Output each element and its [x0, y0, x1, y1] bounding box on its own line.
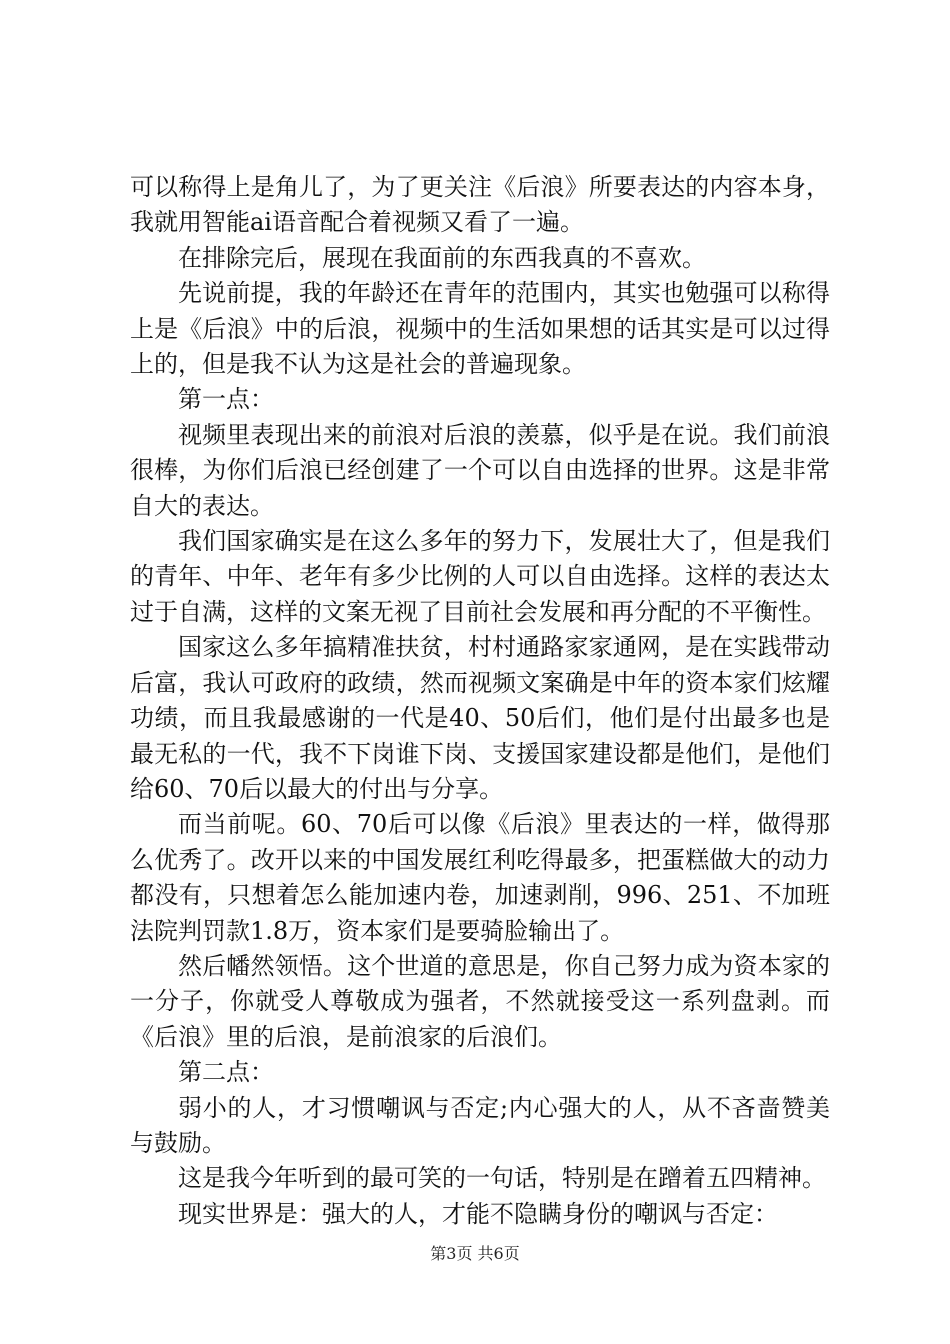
- document-body: [130, 170, 830, 1232]
- paragraph: 可以称得上是角儿了，为了更关注《后浪》所要表达的内容本身，我就用智能ai语音配合着视频又看了一遍。: [130, 173, 830, 237]
- section-heading: 第二点：: [178, 1058, 274, 1087]
- paragraph: 视频里表现出来的前浪对后浪的羡慕，似乎是在说。我们前浪很棒，为你们后浪已经创建了一个可以自由选择的世界。这是非常自大的表达。: [130, 420, 830, 520]
- page-number-footer: 第3页 共6页: [430, 1244, 520, 1263]
- paragraph: 国家这么多年搞精准扶贫，村村通路家家通网，是在实践带动后富，我认可政府的政绩，然而视频文案确是中年的资本家们炫耀功绩，而且我最感谢的一代是40、50后们，他们是付出最多也是最无私的一代，我不下岗谁下岗、支援国家建设都是他们，是他们给60、70后以最大的付出与分享。: [130, 633, 830, 803]
- paragraph: 先说前提，我的年龄还在青年的范围内，其实也勉强可以称得上是《后浪》中的后浪，视频中的生活如果想的话其实是可以过得上的，但是我不认为这是社会的普遍现象。: [130, 279, 830, 379]
- paragraph: 这是我今年听到的最可笑的一句话，特别是在蹭着五四精神。: [178, 1164, 826, 1193]
- paragraph: 在排除完后，展现在我面前的东西我真的不喜欢。: [178, 243, 706, 272]
- section-heading: 第一点：: [178, 385, 274, 414]
- paragraph: 而当前呢。60、70后可以像《后浪》里表达的一样，做得那么优秀了。改开以来的中国发展红利吃得最多，把蛋糕做大的动力都没有，只想着怎么能加速内卷，加速剥削，996、251、不加班法院判罚款1.8万，资本家们是要骑脸输出了。: [130, 810, 830, 945]
- paragraph: 现实世界是：强大的人，才能不隐瞒身份的嘲讽与否定：: [178, 1199, 778, 1228]
- paragraph: 然后幡然领悟。这个世道的意思是，你自己努力成为资本家的一分子，你就受人尊敬成为强者，不然就接受这一系列盘剥。而《后浪》里的后浪，是前浪家的后浪们。: [130, 951, 830, 1051]
- paragraph: 我们国家确实是在这么多年的努力下，发展壮大了，但是我们的青年、中年、老年有多少比例的人可以自由选择。这样的表达太过于自满，这样的文案无视了目前社会发展和再分配的不平衡性。: [130, 527, 830, 626]
- paragraph: 弱小的人，才习惯嘲讽与否定;内心强大的人，从不吝啬赞美与鼓励。: [130, 1093, 830, 1157]
